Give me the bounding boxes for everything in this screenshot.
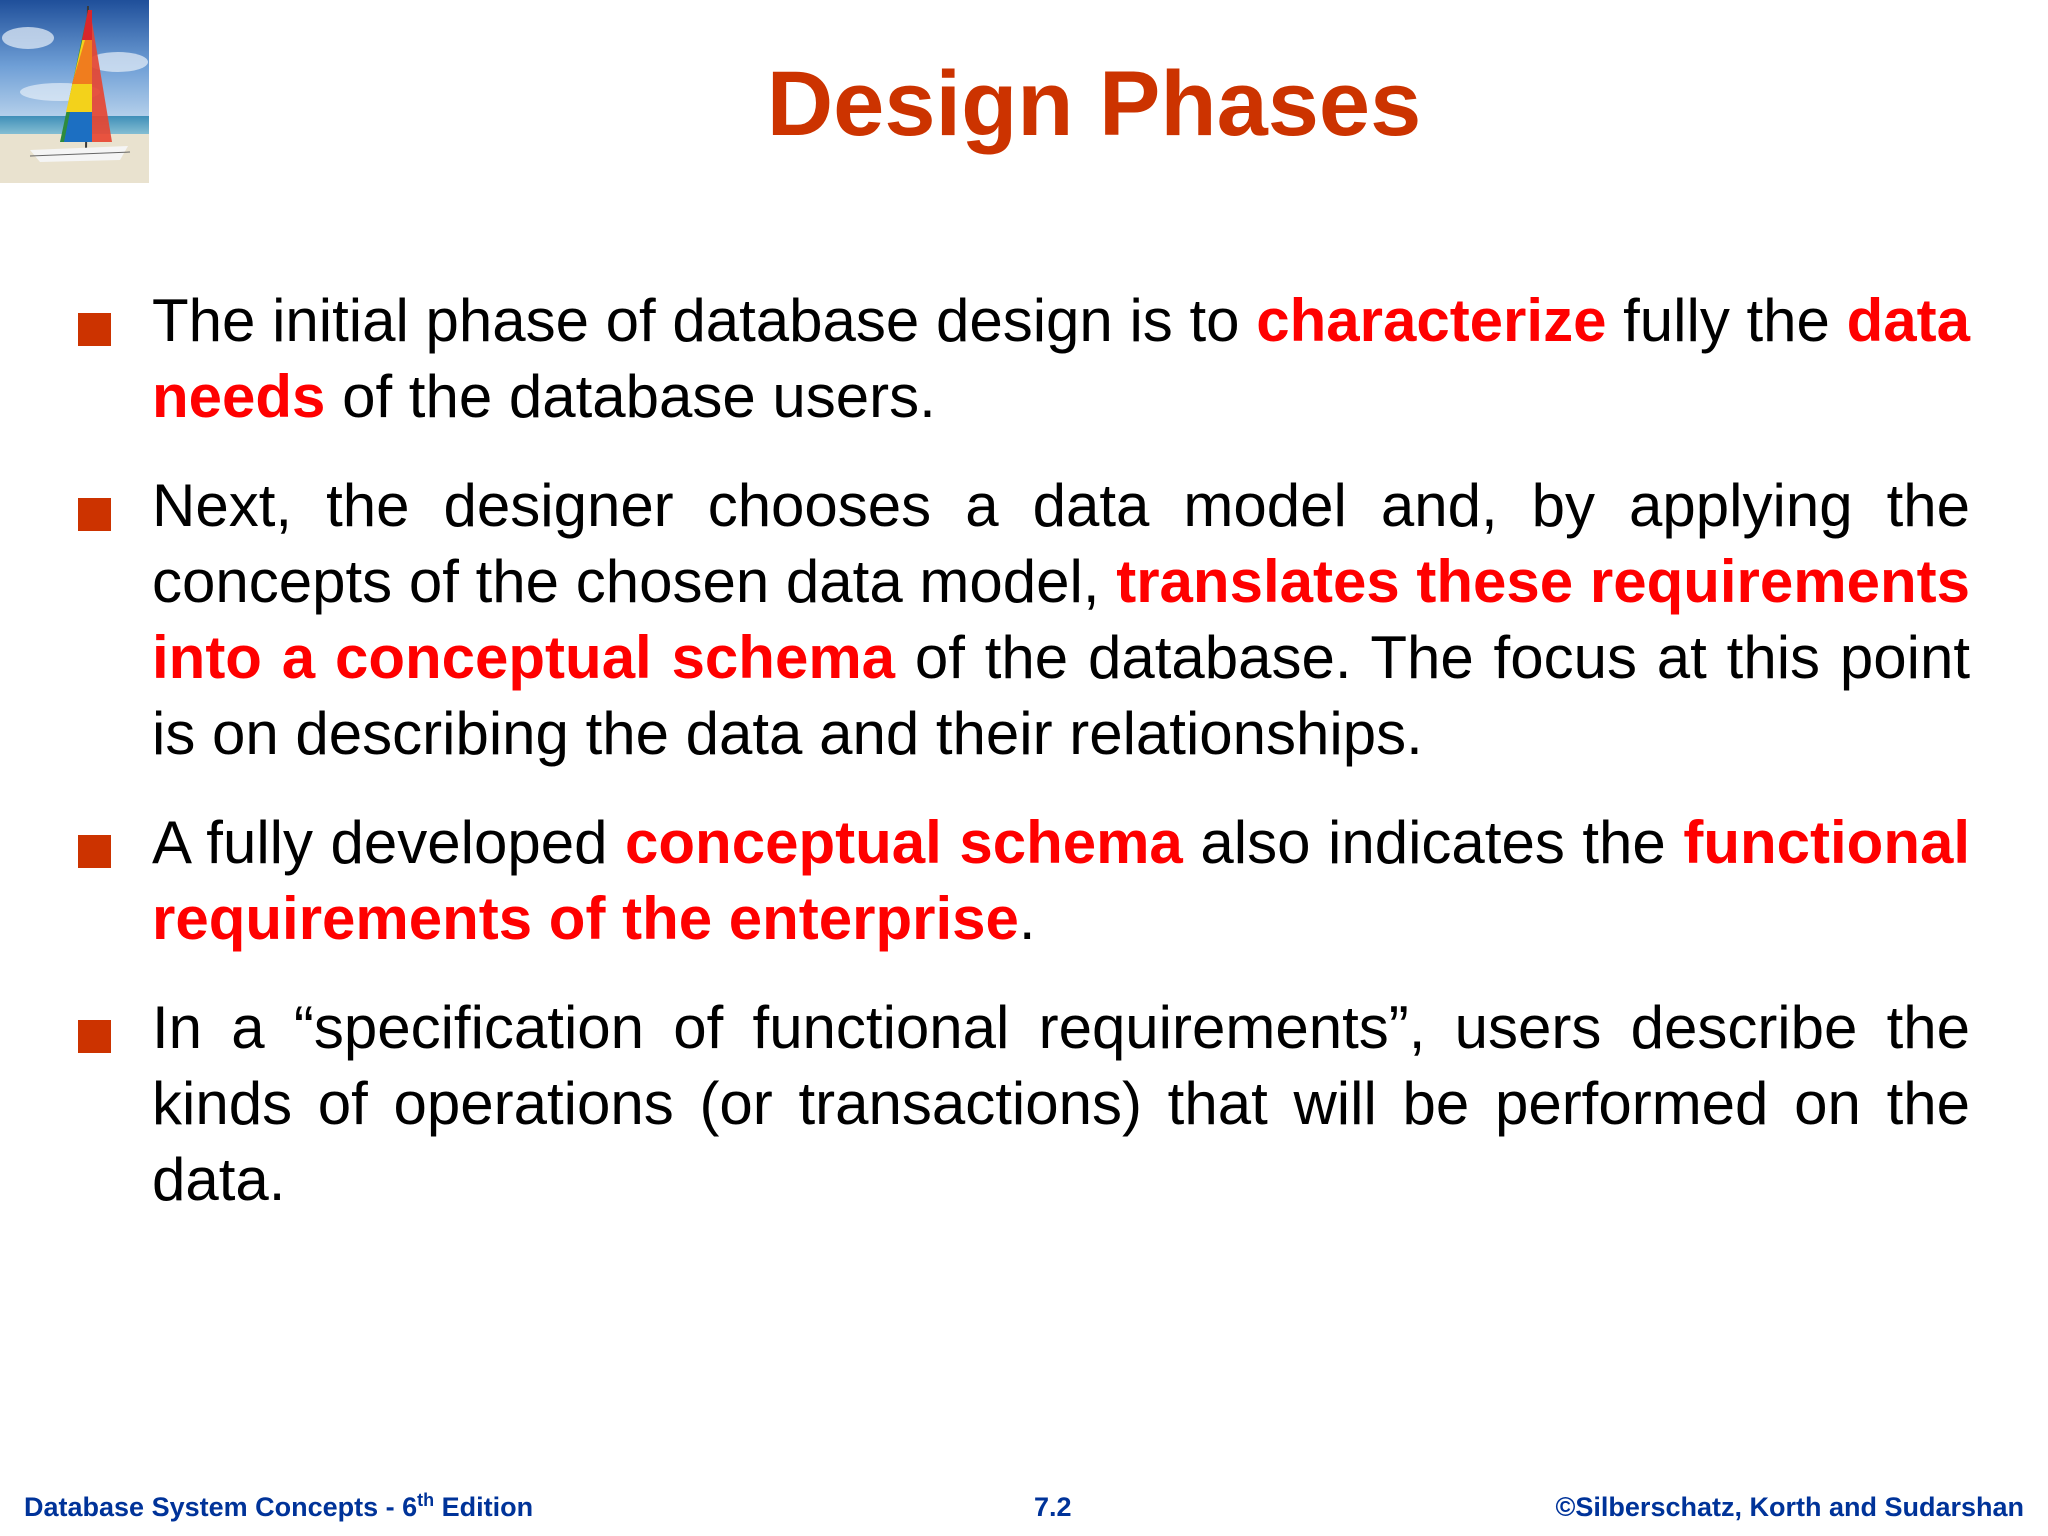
- body-text: of the database users.: [325, 363, 936, 430]
- body-text: A fully developed: [152, 809, 626, 876]
- emphasized-text: functional requirements of the enterprise: [152, 809, 1971, 952]
- footer-page-number: 7.2: [1034, 1492, 1072, 1522]
- bullet-text: [152, 468, 1970, 772]
- bullet-text: [152, 283, 1970, 435]
- emphasized-text: characterize: [1256, 287, 1607, 354]
- square-bullet-icon: [78, 313, 111, 346]
- emphasized-text: conceptual schema: [625, 809, 1183, 876]
- body-text: .: [1018, 885, 1036, 952]
- body-text: In a “specification of functional requirements”, users describe the kinds of operations (or transactions) that will be performed on the data.: [152, 994, 1970, 1213]
- footer-book-title: [24, 1489, 533, 1525]
- emphasized-text: translates these requirements into a conceptual schema: [152, 548, 1970, 691]
- slide-title: Design Phases: [766, 53, 1422, 155]
- bullet-item: [78, 468, 1970, 772]
- bullet-item: [78, 990, 1970, 1218]
- square-bullet-icon: [78, 835, 111, 868]
- square-bullet-icon: [78, 1020, 111, 1053]
- body-text: fully the: [1606, 287, 1847, 354]
- emphasized-text: data needs: [152, 287, 1970, 430]
- body-text: The initial phase of database design is to: [152, 287, 1257, 354]
- footer-book-suffix: Edition: [434, 1492, 534, 1522]
- bullet-text: [152, 990, 1970, 1218]
- bullet-item: [78, 283, 1970, 435]
- footer-book-superscript: th: [417, 1490, 435, 1510]
- square-bullet-icon: [78, 498, 111, 531]
- slide-footer: [0, 1489, 2048, 1525]
- bullet-text: [152, 805, 1970, 957]
- body-text: also indicates the: [1182, 809, 1684, 876]
- body-text: Next, the designer chooses a data model and, by applying the concepts of the chosen data model,: [152, 472, 1970, 615]
- bullet-item: [78, 805, 1970, 957]
- bullet-list: [78, 283, 1970, 1251]
- body-text: of the database. The focus at this point is on describing the data and their relationships.: [152, 624, 1970, 767]
- footer-copyright: ©Silberschatz, Korth and Sudarshan: [1555, 1492, 2024, 1522]
- footer-book-prefix: Database System Concepts - 6: [24, 1492, 418, 1522]
